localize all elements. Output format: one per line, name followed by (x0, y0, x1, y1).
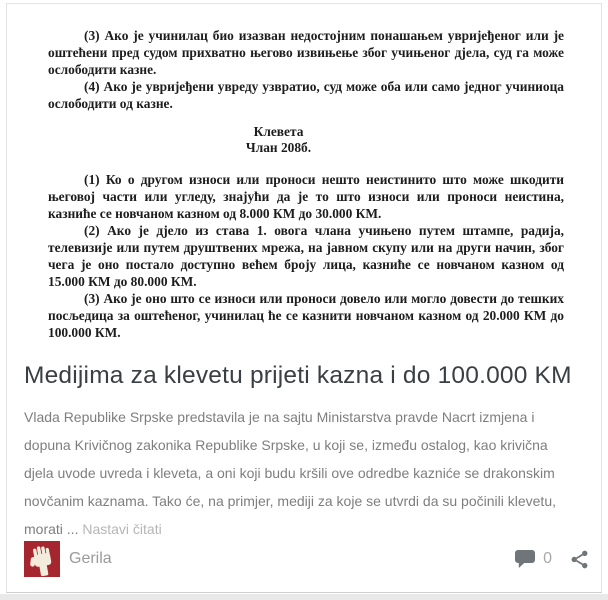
doc-paragraph-1: (1) Ко о другом износи или проноси нешто неистинито што може шкодити његовој части или угледу, знајући да је то што износи или проноси неистина, казниће се новчаном казном од 8.000 КМ до 30.000 КМ. (48, 172, 564, 222)
doc-paragraph-3b: (3) Ако је оно што се износи или проноси довело или могло довести до тешких посљедица за оштећеног, учинилац ће се казнити новчаном казном од 20.000 КМ до 100.000 КМ. (48, 290, 564, 340)
comment-bubble-icon (515, 550, 535, 569)
share-button[interactable] (569, 549, 590, 570)
doc-paragraph-4: (4) Ако је увријеђени увреду узвратио, суд може оба или само једног учиниоца ослободити од казне. (48, 78, 564, 111)
post-title[interactable]: Medijima za klevetu prijeti kazna i do 100.000 KM (24, 362, 572, 389)
author-name[interactable]: Gerila (69, 550, 112, 567)
doc-paragraph-3: (3) Ако је учинилац био изазван недостојним понашањем увријеђеног или је оштећени пред судом прихватно његово извињење због учињеног дјела, суд га може ослободити казне. (48, 28, 564, 77)
author-avatar[interactable] (24, 541, 60, 577)
post-footer (24, 539, 590, 579)
post-card (6, 3, 602, 593)
comments-link[interactable] (515, 550, 552, 569)
share-icon (569, 549, 590, 570)
excerpt-text: Vlada Republike Srpske predstavila je na sajtu Ministarstva pravde Nacrt izmjena i dopuna Krivičnog zakonika Republike Srpske, u koji se, između ostalog, kao krivična djela uvode uvreda i kleveta, a oni koji budu kršili ove odredbe kazniće se drakonskim novčanim kaznama. Tako će, na primjer, mediji za koje se utvrdi da su počinili klevetu, morati ... (24, 409, 556, 537)
doc-heading-article: Члан 208б. (245, 140, 312, 156)
footer-actions (515, 549, 590, 570)
raised-fist-icon (24, 541, 60, 577)
document-scan-image (48, 28, 564, 341)
page-background-strip (0, 594, 608, 600)
comments-count: 0 (543, 550, 552, 567)
doc-paragraph-2: (2) Ако је дјело из става 1. овога члана учињено путем штампе, радија, телевизије или путем друштвених мрежа, на јавном скупу или на други начин, због чега је оно постало доступно већем броју лица, казниће се новчаном казном од 15.000 КМ до 80.000 КМ. (48, 223, 564, 289)
doc-heading-title: Клевета (253, 123, 304, 139)
post-excerpt (24, 403, 572, 543)
read-more-link[interactable]: Nastavi čitati (82, 521, 162, 537)
doc-heading (48, 124, 564, 158)
